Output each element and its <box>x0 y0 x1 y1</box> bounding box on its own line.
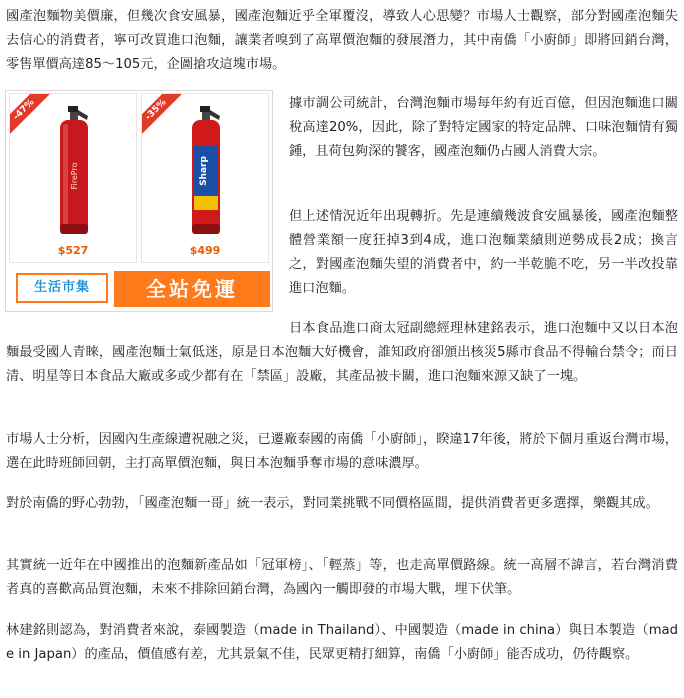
discount-badge <box>142 94 182 134</box>
ad-products <box>6 91 272 265</box>
fire-extinguisher-icon <box>186 106 226 238</box>
product-price: $499 <box>189 244 221 257</box>
shop-logo[interactable]: 生活市集 <box>16 273 108 303</box>
fire-extinguisher-icon <box>54 106 94 238</box>
ad-product-1[interactable] <box>9 93 137 263</box>
article-paragraph-7: 其實統一近年在中國推出的泡麵新產品如「冠軍榜」、「輕蒸」等，也走高單價路線。統一高層不諱言，若台灣消費者真的喜歡高品質泡麵，未來不排除回銷台灣，為國內一觸即發的市場大戰，埋下伏筆。 <box>6 558 678 597</box>
extinguisher-brand: Sharp <box>199 156 209 186</box>
article-paragraph-6: 對於南僑的野心勃勃，「國產泡麵一哥」統一表示，對同業挑戰不同價格區間，提供消費者更多選擇，樂觀其成。 <box>6 496 659 511</box>
extinguisher-brand: FirePro <box>70 162 79 190</box>
article-paragraph-8: 林建銘則認為，對消費者來說，泰國製造（made in Thailand）、中國製造（made in china）與日本製造（made in Japan）的產品，價值感有差，尤其景氣不佳，民眾更精打細算，南僑「小廚師」能否成功，仍待觀察。 <box>6 623 678 662</box>
product-price: $527 <box>57 244 89 257</box>
advertisement[interactable] <box>5 90 273 312</box>
ad-product-2[interactable] <box>141 93 269 263</box>
ad-banner[interactable] <box>6 267 272 311</box>
article-paragraph-1: 國產泡麵物美價廉，但幾次食安風暴，國產泡麵近乎全軍覆沒，導致人心思變？市場人士觀察，部分對國產泡麵失去信心的消費者，寧可改買進口泡麵，讓業者嗅到了高單價泡麵的發展潛力，其中南僑「小廚師」即將回銷台灣，零售單價高達85～105元，企圖搶攻這塊市場。 <box>6 9 678 72</box>
article-paragraph-2: 據市調公司統計，台灣泡麵市場每年約有近百億，但因泡麵進口關稅高達20%，因此，除了對特定國家的特定品牌、口味泡麵情有獨鍾，且荷包夠深的饕客，國產泡麵仍占國人消費大宗。 <box>289 96 678 159</box>
discount-label: -47% <box>10 94 50 134</box>
discount-label: -35% <box>142 94 182 134</box>
discount-badge <box>10 94 50 134</box>
free-shipping-button[interactable]: 全站免運 <box>114 271 270 307</box>
article-paragraph-4: 日本食品進口商太冠副總經理林建銘表示，進口泡麵中又以日本泡麵最受國人青睞，國產泡麵士氣低迷，原是日本泡麵大好機會，誰知政府卻頒出核災5縣市食品不得輸台禁令；而日清、明星等日本食品大廠或多或少都有在「禁區」設廠，其產品被卡關，進口泡麵來源又缺了一塊。 <box>6 321 678 384</box>
article-paragraph-5: 市場人士分析，因國內生產線遭祝融之災，已遷廠泰國的南僑「小廚師」，睽違17年後，將於下個月重返台灣市場，選在此時班師回朝，主打高單價泡麵，與日本泡麵爭奪市場的意味濃厚。 <box>6 432 678 471</box>
article-paragraph-3: 但上述情況近年出現轉折。先是連續幾波食安風暴後，國產泡麵整體營業額一度狂掉3到4成，進口泡麵業績則逆勢成長2成；換言之，對國產泡麵失望的消費者中，約一半乾脆不吃，另一半改投靠進口泡麵。 <box>289 209 678 296</box>
